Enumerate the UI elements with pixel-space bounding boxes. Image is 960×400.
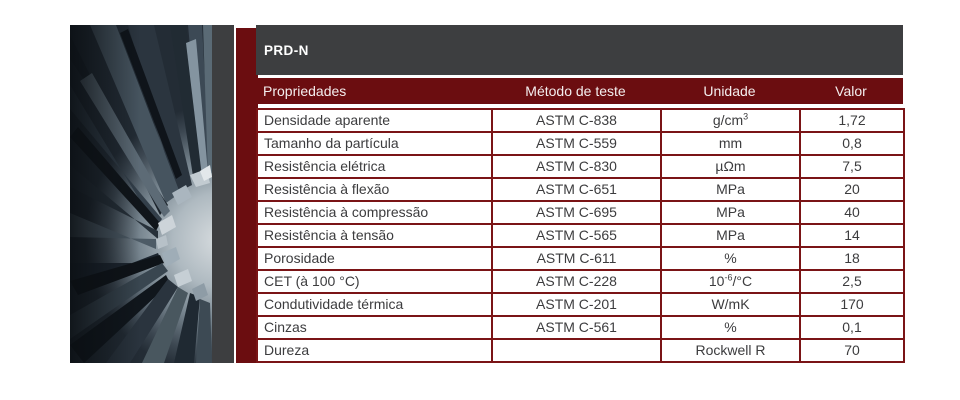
method-cell: ASTM C-838	[492, 109, 661, 132]
property-cell: Resistência à flexão	[257, 178, 492, 201]
property-cell: Resistência à tensão	[257, 224, 492, 247]
unit-cell: mm	[661, 132, 800, 155]
value-cell: 70	[800, 339, 904, 362]
value-cell: 0,8	[800, 132, 904, 155]
table-row	[257, 132, 904, 155]
property-cell: Densidade aparente	[257, 109, 492, 132]
property-cell: Resistência à compressão	[257, 201, 492, 224]
method-cell: ASTM C-611	[492, 247, 661, 270]
method-cell: ASTM C-695	[492, 201, 661, 224]
table-row	[257, 316, 904, 339]
table-row	[257, 247, 904, 270]
table-row	[257, 293, 904, 316]
property-cell: Dureza	[257, 339, 492, 362]
table-header-row	[256, 78, 903, 104]
method-cell: ASTM C-830	[492, 155, 661, 178]
method-cell	[492, 339, 661, 362]
column-header-unidade: Unidade	[703, 83, 756, 99]
unit-cell: MPa	[661, 224, 800, 247]
table-row	[257, 339, 904, 362]
column-header-metodo: Método de teste	[525, 83, 626, 99]
unit-cell: %	[661, 247, 800, 270]
table-row	[257, 201, 904, 224]
unit-cell: $g/cm^3$	[661, 109, 800, 132]
unit-cell: MPa	[661, 178, 800, 201]
method-cell: ASTM C-561	[492, 316, 661, 339]
page-title: PRD-N	[264, 42, 309, 58]
value-cell: 0,1	[800, 316, 904, 339]
property-cell: Porosidade	[257, 247, 492, 270]
property-cell: CET (à 100 °C)	[257, 270, 492, 293]
unit-cell: Rockwell R	[661, 339, 800, 362]
red-accent-strip	[236, 28, 258, 363]
method-cell: ASTM C-565	[492, 224, 661, 247]
value-cell: 14	[800, 224, 904, 247]
value-cell: 40	[800, 201, 904, 224]
gray-accent-strip	[212, 25, 234, 363]
unit-cell: µΩm	[661, 155, 800, 178]
value-cell: 7,5	[800, 155, 904, 178]
properties-table	[256, 108, 905, 363]
property-cell: Cinzas	[257, 316, 492, 339]
unit-cell: %	[661, 316, 800, 339]
column-header-valor: Valor	[835, 83, 867, 99]
table-row	[257, 178, 904, 201]
method-cell: ASTM C-559	[492, 132, 661, 155]
table-row	[257, 224, 904, 247]
property-cell: Tamanho da partícula	[257, 132, 492, 155]
value-cell: 170	[800, 293, 904, 316]
column-header-propriedades: Propriedades	[263, 83, 347, 99]
crystal-shards-image	[70, 25, 212, 363]
property-cell: Condutividade térmica	[257, 293, 492, 316]
table-row	[257, 155, 904, 178]
method-cell: ASTM C-228	[492, 270, 661, 293]
unit-cell: W/mK	[661, 293, 800, 316]
value-cell: 20	[800, 178, 904, 201]
title-bar	[256, 25, 903, 75]
method-cell: ASTM C-651	[492, 178, 661, 201]
property-cell: Resistência elétrica	[257, 155, 492, 178]
value-cell: 1,72	[800, 109, 904, 132]
method-cell: ASTM C-201	[492, 293, 661, 316]
table-row	[257, 270, 904, 293]
table-row	[257, 109, 904, 132]
unit-cell: $10^{-6}/^\circ C$	[661, 270, 800, 293]
unit-cell: MPa	[661, 201, 800, 224]
value-cell: 2,5	[800, 270, 904, 293]
value-cell: 18	[800, 247, 904, 270]
